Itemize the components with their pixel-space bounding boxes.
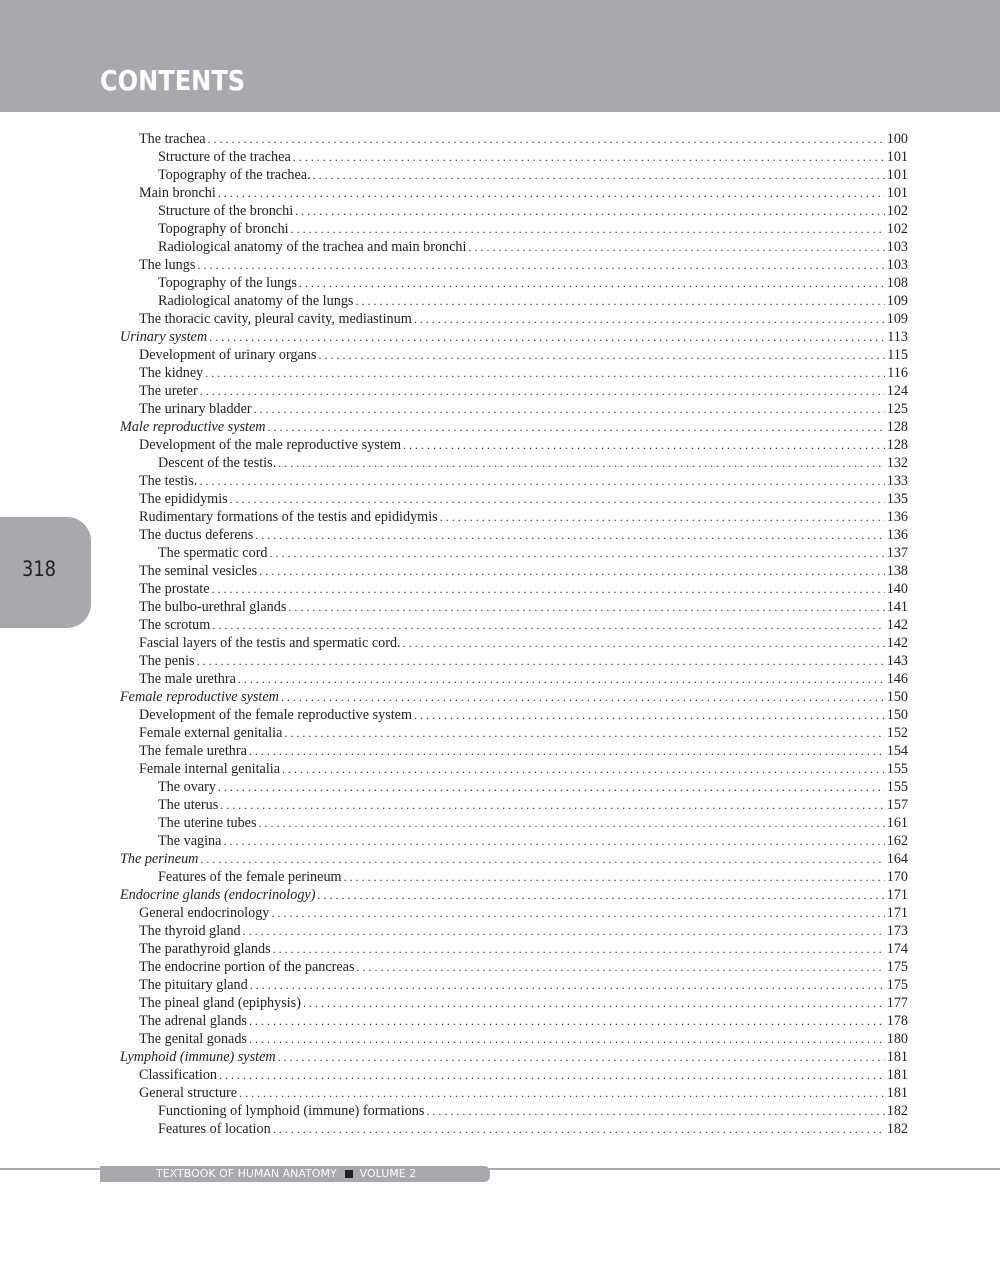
toc-entry-label: General endocrinology [139, 905, 270, 921]
toc-entry-label: The uterine tubes [158, 815, 257, 831]
dot-leader [271, 904, 884, 922]
dot-leader [238, 670, 885, 688]
dot-leader [212, 580, 885, 598]
dot-leader [259, 814, 885, 832]
toc-entry-label: The lungs [139, 257, 196, 273]
toc-entry-page: 113 [887, 329, 908, 345]
toc-entry-page: 181 [886, 1085, 908, 1101]
dot-leader [414, 310, 885, 328]
dot-leader [356, 958, 884, 976]
dot-leader [230, 490, 885, 508]
toc-entry-page: 182 [886, 1121, 908, 1137]
toc-entry-page: 109 [886, 293, 908, 309]
toc-entry-page: 177 [886, 995, 908, 1011]
toc-entry-page: 142 [886, 635, 908, 651]
dot-leader [273, 1120, 885, 1138]
square-bullet-icon [345, 1170, 353, 1178]
toc-entry[interactable] [120, 742, 908, 760]
toc-entry-label: Features of the female perineum [158, 869, 342, 885]
toc-section-entry[interactable] [120, 328, 908, 346]
toc-entry[interactable] [120, 706, 908, 724]
toc-entry-page: 100 [886, 131, 908, 147]
toc-entry[interactable] [120, 634, 908, 652]
toc-entry-label: The epididymis [139, 491, 228, 507]
dot-leader [250, 976, 885, 994]
toc-entry-label: The seminal vesicles [139, 563, 258, 579]
page-title: CONTENTS [100, 64, 246, 97]
toc-entry-label: Female internal genitalia [139, 761, 281, 777]
toc-entry[interactable] [120, 220, 908, 238]
toc-section-entry[interactable] [120, 688, 908, 706]
toc-entry-page: 116 [887, 365, 908, 381]
toc-section-entry[interactable] [120, 1048, 908, 1066]
header-band [0, 0, 1000, 112]
toc-entry[interactable] [120, 274, 908, 292]
dot-leader [254, 400, 885, 418]
toc-entry-label: The trachea [139, 131, 206, 147]
toc-entry-label: The parathyroid glands [139, 941, 271, 957]
table-of-contents [120, 130, 908, 1138]
toc-entry[interactable] [120, 868, 908, 886]
toc-entry[interactable] [120, 1030, 908, 1048]
footer-book-title: TEXTBOOK OF HUMAN ANATOMY [156, 1167, 337, 1180]
dot-leader [299, 274, 885, 292]
dot-leader [223, 832, 884, 850]
dot-leader [200, 850, 884, 868]
dot-leader [219, 1066, 885, 1084]
toc-entry[interactable] [120, 436, 908, 454]
dot-leader [281, 688, 885, 706]
toc-entry-page: 103 [886, 239, 908, 255]
toc-entry[interactable] [120, 598, 908, 616]
toc-entry-label: Topography of the trachea. [158, 167, 311, 183]
toc-entry-label: Female reproductive system [120, 689, 279, 705]
toc-entry[interactable] [120, 814, 908, 832]
toc-entry-page: 162 [886, 833, 908, 849]
dot-leader [282, 760, 885, 778]
toc-entry-label: Topography of the lungs [158, 275, 297, 291]
dot-leader [270, 544, 885, 562]
toc-entry[interactable] [120, 976, 908, 994]
toc-section-entry[interactable] [120, 850, 908, 868]
toc-entry[interactable] [120, 310, 908, 328]
toc-entry[interactable] [120, 580, 908, 598]
toc-entry-label: Development of urinary organs [139, 347, 317, 363]
dot-leader [243, 922, 885, 940]
toc-entry[interactable] [120, 526, 908, 544]
dot-leader [218, 184, 885, 202]
toc-entry-page: 138 [886, 563, 908, 579]
toc-entry[interactable] [120, 202, 908, 220]
dot-leader [259, 562, 885, 580]
toc-entry-page: 142 [886, 617, 908, 633]
toc-entry-page: 171 [886, 887, 908, 903]
toc-entry-page: 174 [886, 941, 908, 957]
toc-entry-page: 108 [886, 275, 908, 291]
dot-leader [205, 364, 885, 382]
toc-entry-label: Radiological anatomy of the trachea and main bronchi [158, 239, 467, 255]
toc-entry-page: 101 [886, 149, 908, 165]
toc-entry[interactable] [120, 958, 908, 976]
toc-entry-label: The adrenal glands [139, 1013, 247, 1029]
toc-entry[interactable] [120, 256, 908, 274]
toc-entry-page: 178 [886, 1013, 908, 1029]
toc-entry-page: 141 [886, 599, 908, 615]
toc-entry[interactable] [120, 1066, 908, 1084]
toc-entry-page: 140 [886, 581, 908, 597]
toc-entry-label: The penis [139, 653, 195, 669]
dot-leader [295, 202, 885, 220]
toc-entry-label: Development of the female reproductive system [139, 707, 413, 723]
toc-entry-label: The urinary bladder [139, 401, 252, 417]
dot-leader [414, 706, 885, 724]
toc-section-entry[interactable] [120, 886, 908, 904]
toc-entry-page: 124 [886, 383, 908, 399]
toc-entry-page: 115 [887, 347, 908, 363]
toc-entry[interactable] [120, 616, 908, 634]
toc-entry-label: General structure [139, 1085, 238, 1101]
dot-leader [249, 1012, 885, 1030]
toc-entry-label: The bulbo-urethral glands [139, 599, 287, 615]
toc-entry[interactable] [120, 940, 908, 958]
toc-entry-label: The ureter [139, 383, 198, 399]
dot-leader [284, 724, 884, 742]
toc-entry-page: 128 [886, 419, 908, 435]
toc-entry[interactable] [120, 922, 908, 940]
toc-entry[interactable] [120, 364, 908, 382]
toc-entry-page: 175 [886, 959, 908, 975]
toc-entry-label: The endocrine portion of the pancreas [139, 959, 355, 975]
toc-entry[interactable] [120, 562, 908, 580]
toc-entry-page: 181 [886, 1049, 908, 1065]
toc-entry-label: Fascial layers of the testis and spermatic cord. [139, 635, 401, 651]
dot-leader [288, 598, 884, 616]
toc-entry-label: Radiological anatomy of the lungs [158, 293, 354, 309]
dot-leader [403, 634, 885, 652]
toc-entry-page: 143 [886, 653, 908, 669]
dot-leader [291, 220, 885, 238]
toc-entry[interactable] [120, 670, 908, 688]
toc-entry-label: The vagina [158, 833, 222, 849]
toc-entry-page: 103 [886, 257, 908, 273]
toc-entry[interactable] [120, 508, 908, 526]
toc-entry-label: Structure of the trachea [158, 149, 291, 165]
dot-leader [200, 382, 885, 400]
dot-leader [268, 418, 885, 436]
dot-leader [208, 130, 885, 148]
toc-entry-label: The pineal gland (epiphysis) [139, 995, 301, 1011]
toc-entry-label: Descent of the testis. [158, 455, 277, 471]
toc-entry-page: 132 [886, 455, 908, 471]
toc-entry-label: The uterus [158, 797, 219, 813]
toc-entry-label: The male urethra [139, 671, 236, 687]
toc-entry[interactable] [120, 238, 908, 256]
toc-entry[interactable] [120, 1102, 908, 1120]
dot-leader [317, 886, 884, 904]
toc-entry-page: 155 [886, 779, 908, 795]
toc-entry-page: 171 [886, 905, 908, 921]
toc-entry-page: 150 [886, 689, 908, 705]
toc-entry[interactable] [120, 652, 908, 670]
footer-label [100, 1166, 490, 1182]
dot-leader [355, 292, 884, 310]
toc-entry[interactable] [120, 904, 908, 922]
dot-leader [212, 616, 884, 634]
toc-entry-label: The thoracic cavity, pleural cavity, mediastinum [139, 311, 412, 327]
dot-leader [197, 256, 884, 274]
toc-entry-page: 180 [886, 1031, 908, 1047]
toc-entry-label: Functioning of lymphoid (immune) formations [158, 1103, 425, 1119]
toc-entry-page: 137 [886, 545, 908, 561]
dot-leader [440, 508, 885, 526]
toc-entry[interactable] [120, 382, 908, 400]
dot-leader [344, 868, 885, 886]
dot-leader [209, 328, 885, 346]
toc-entry-page: 181 [886, 1067, 908, 1083]
toc-entry[interactable] [120, 454, 908, 472]
dot-leader [273, 940, 885, 958]
toc-entry-page: 102 [886, 203, 908, 219]
toc-entry-label: The testis. [139, 473, 198, 489]
toc-entry-label: Features of location [158, 1121, 271, 1137]
toc-entry-page: 164 [886, 851, 908, 867]
toc-entry-page: 161 [886, 815, 908, 831]
toc-entry[interactable] [120, 472, 908, 490]
toc-entry-page: 154 [886, 743, 908, 759]
toc-entry-page: 135 [886, 491, 908, 507]
toc-entry-label: Classification [139, 1067, 218, 1083]
toc-entry-label: The ovary [158, 779, 216, 795]
dot-leader [293, 148, 885, 166]
toc-entry-label: Rudimentary formations of the testis and epididymis [139, 509, 438, 525]
toc-entry-label: The kidney [139, 365, 204, 381]
toc-entry-page: 133 [886, 473, 908, 489]
toc-entry[interactable] [120, 400, 908, 418]
toc-entry[interactable] [120, 796, 908, 814]
dot-leader [197, 652, 885, 670]
toc-entry-label: The thyroid gland [139, 923, 241, 939]
toc-entry-label: The spermatic cord [158, 545, 268, 561]
toc-entry-label: Female external genitalia [139, 725, 283, 741]
page-number: 318 [21, 557, 57, 581]
toc-entry[interactable] [120, 724, 908, 742]
dot-leader [255, 526, 884, 544]
toc-entry-page: 150 [886, 707, 908, 723]
toc-entry-page: 175 [886, 977, 908, 993]
dot-leader [313, 166, 885, 184]
toc-entry[interactable] [120, 148, 908, 166]
toc-entry-page: 136 [886, 527, 908, 543]
toc-entry-page: 136 [886, 509, 908, 525]
toc-entry[interactable] [120, 832, 908, 850]
toc-entry-page: 170 [886, 869, 908, 885]
toc-entry[interactable] [120, 544, 908, 562]
toc-entry-page: 128 [886, 437, 908, 453]
dot-leader [303, 994, 885, 1012]
toc-entry-label: The scrotum [139, 617, 211, 633]
toc-entry-page: 125 [886, 401, 908, 417]
dot-leader [403, 436, 885, 454]
toc-entry-page: 109 [886, 311, 908, 327]
dot-leader [220, 796, 884, 814]
toc-entry-label: Structure of the bronchi [158, 203, 294, 219]
toc-entry-label: Urinary system [120, 329, 208, 345]
toc-entry-label: Endocrine glands (endocrinology) [120, 887, 316, 903]
footer-volume: VOLUME 2 [359, 1167, 417, 1180]
toc-entry[interactable] [120, 166, 908, 184]
toc-entry-label: The female urethra [139, 743, 247, 759]
toc-entry-label: The ductus deferens [139, 527, 254, 543]
toc-entry[interactable] [120, 1012, 908, 1030]
toc-entry[interactable] [120, 1120, 908, 1138]
dot-leader [218, 778, 885, 796]
dot-leader [278, 1048, 885, 1066]
toc-entry-page: 102 [886, 221, 908, 237]
toc-section-entry[interactable] [120, 418, 908, 436]
toc-entry-page: 146 [886, 671, 908, 687]
toc-entry-label: The pituitary gland [139, 977, 248, 993]
toc-entry-page: 155 [886, 761, 908, 777]
toc-entry-page: 157 [886, 797, 908, 813]
dot-leader [278, 454, 885, 472]
toc-entry-label: Male reproductive system [120, 419, 266, 435]
dot-leader [468, 238, 884, 256]
toc-entry[interactable] [120, 184, 908, 202]
toc-entry-label: Lymphoid (immune) system [120, 1049, 276, 1065]
toc-entry-label: Main bronchi [139, 185, 216, 201]
toc-entry[interactable] [120, 490, 908, 508]
dot-leader [426, 1102, 884, 1120]
toc-entry-page: 173 [886, 923, 908, 939]
toc-entry[interactable] [120, 292, 908, 310]
toc-entry[interactable] [120, 130, 908, 148]
toc-entry-label: Topography of bronchi [158, 221, 289, 237]
dot-leader [318, 346, 885, 364]
dot-leader [249, 742, 885, 760]
toc-entry-page: 182 [886, 1103, 908, 1119]
toc-entry[interactable] [120, 346, 908, 364]
toc-entry[interactable] [120, 994, 908, 1012]
dot-leader [239, 1084, 885, 1102]
toc-entry[interactable] [120, 760, 908, 778]
toc-entry-page: 101 [886, 167, 908, 183]
toc-entry[interactable] [120, 778, 908, 796]
toc-entry-label: The genital gonads [139, 1031, 247, 1047]
toc-entry-page: 101 [886, 185, 908, 201]
dot-leader [249, 1030, 885, 1048]
toc-entry[interactable] [120, 1084, 908, 1102]
toc-entry-page: 152 [886, 725, 908, 741]
dot-leader [199, 472, 884, 490]
toc-entry-label: Development of the male reproductive system [139, 437, 401, 453]
toc-entry-label: The perineum [120, 851, 199, 867]
toc-entry-label: The prostate [139, 581, 210, 597]
